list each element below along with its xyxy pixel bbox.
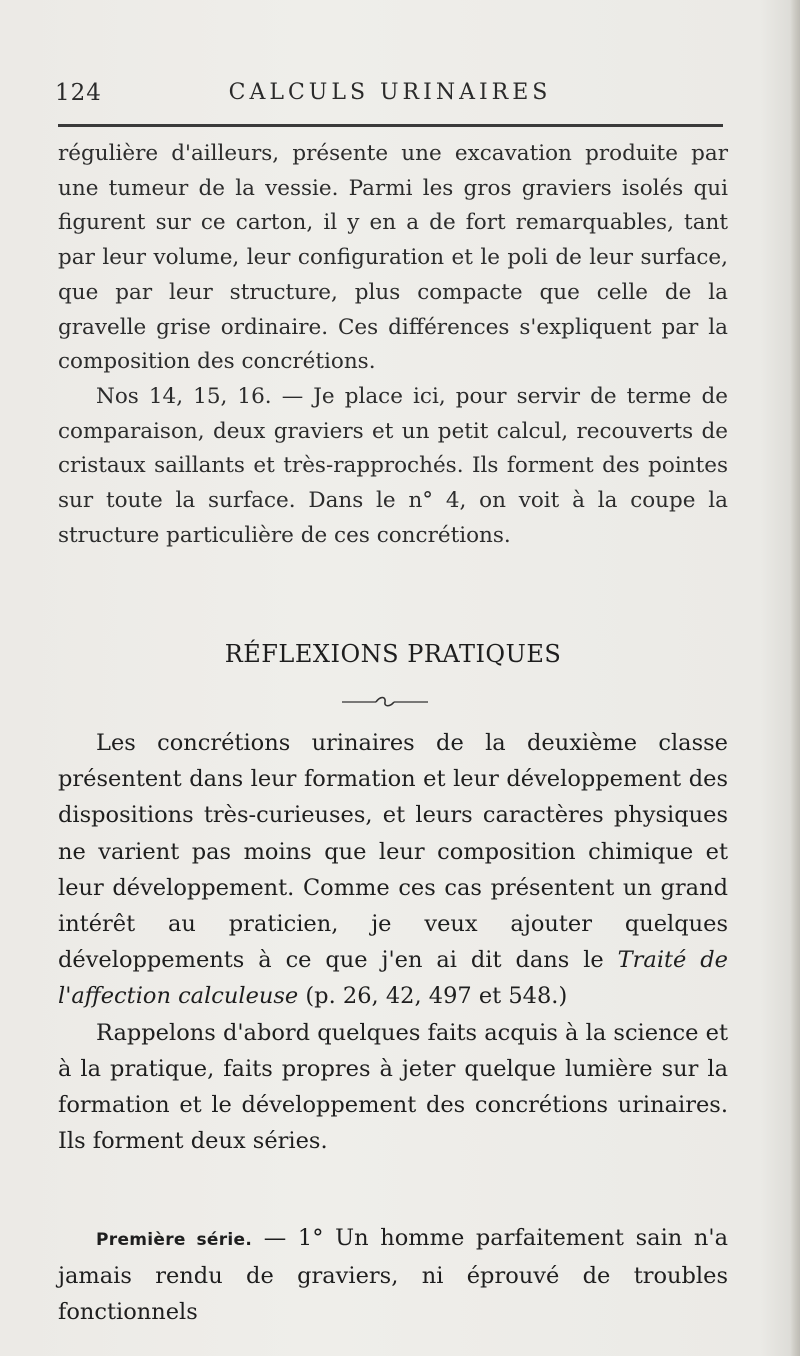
book-title-reference: Traité de l'affection calculeuse [58,947,728,1010]
specimen-description: Je place ici, pour servir de terme de comparaison, deux graviers et un petit calcul, recouverts de cristaux saillants et très-rapprochés. Ils forment des pointes sur toute la surface. Dans le n° 4, on voit à la coupe la structure particulière de ces concrétions. [58,383,728,548]
paragraph-first-series [58,1220,728,1331]
paragraph-second-class [58,725,728,1015]
specimen-numbers: Nos 14, 15, 16. — [96,383,314,409]
header-rule [58,124,723,127]
first-series-block [58,1220,728,1331]
opening-text-block [58,137,728,553]
ornament-divider-icon [340,695,430,709]
page-edge-shadow [790,0,800,1356]
paragraph-text: Les concrétions urinaires de la deuxième classe présentent dans leur formation et leur développement des dispositions très-curieuses, et leurs caractères physiques ne varient pas moins que leur composition chimique et leur développement. Comme ces cas présentent un grand intérêt au praticien, je veux ajouter quelques développements à ce que j'en ai dit dans le [58,730,728,974]
reflexions-text-block [58,725,728,1159]
page-references: (p. 26, 42, 497 et 548.) [298,983,568,1010]
running-title: CALCULS URINAIRES [228,80,552,105]
series-label: Première série. [96,1230,253,1250]
page-header [55,80,725,116]
series-text: — 1° Un homme parfaitement sain n'a jamais rendu de graviers, ni éprouvé de troubles fonctionnels [58,1225,728,1326]
page-number: 124 [55,80,102,106]
section-heading: RÉFLEXIONS PRATIQUES [224,640,562,668]
paragraph-specimens [58,380,728,554]
paragraph-continuation: régulière d'ailleurs, présente une excavation produite par une tumeur de la vessie. Parmi les gros graviers isolés qui figurent sur ce carton, il y en a de fort remarquables, tant par leur volume, leur configuration et le poli de leur surface, que par leur structure, plus compacte que celle de la gravelle grise ordinaire. Ces différences s'expliquent par la composition des concrétions. [58,141,728,375]
paragraph-facts: Rappelons d'abord quelques faits acquis à la science et à la pratique, faits propres à jeter quelque lumière sur la formation et le développement des concrétions urinaires. Ils forment deux séries. [58,1019,728,1155]
